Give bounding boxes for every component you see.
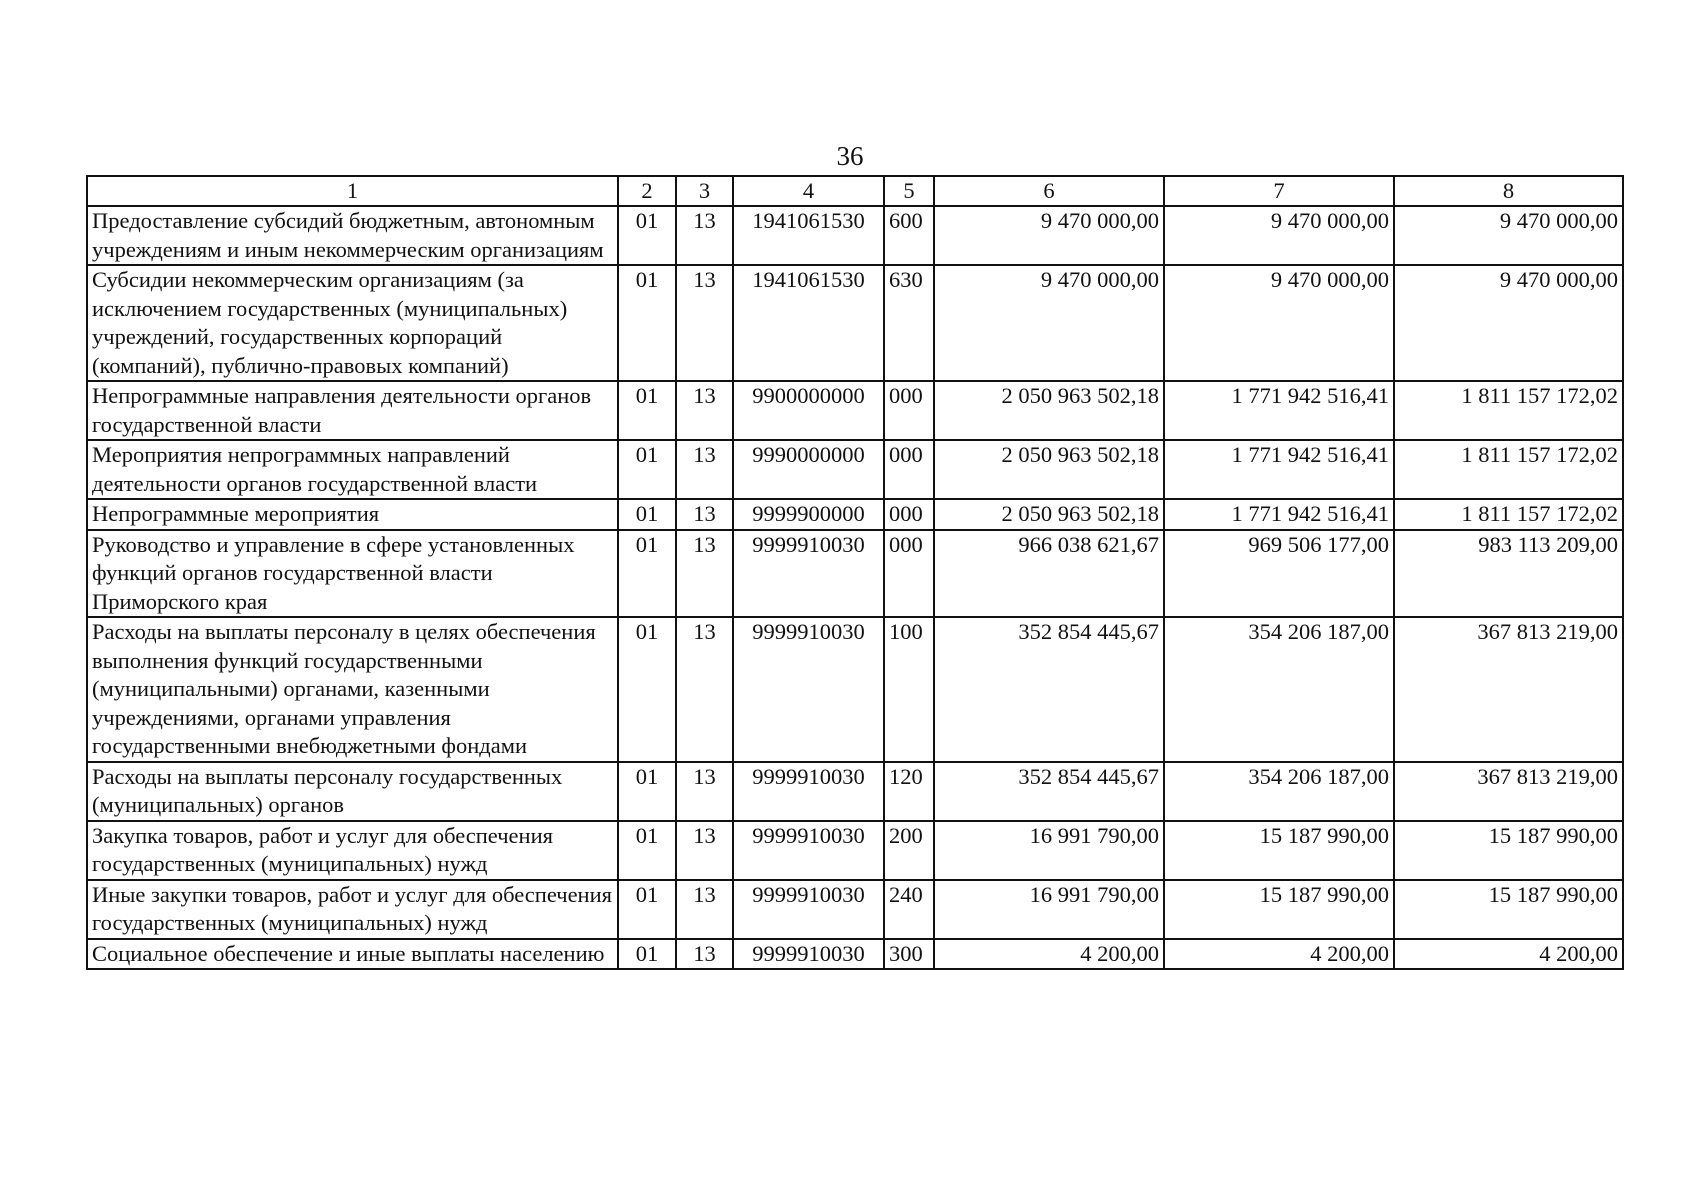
table-header (87, 176, 1623, 206)
table-body (87, 206, 1623, 969)
target-article-code: 9999910030 (733, 880, 884, 939)
section-code: 01 (618, 381, 676, 440)
amount-col-6: 16 991 790,00 (934, 880, 1164, 939)
amount-col-7: 15 187 990,00 (1164, 821, 1394, 880)
column-header-2: 2 (618, 176, 676, 206)
amount-col-6: 966 038 621,67 (934, 530, 1164, 618)
amount-col-8: 983 113 209,00 (1394, 530, 1623, 618)
target-article-code: 9999910030 (733, 939, 884, 970)
column-header-4: 4 (733, 176, 884, 206)
subsection-code: 13 (676, 206, 733, 265)
amount-col-8: 9 470 000,00 (1394, 206, 1623, 265)
target-article-code: 1941061530 (733, 206, 884, 265)
amount-col-7: 354 206 187,00 (1164, 762, 1394, 821)
amount-col-7: 354 206 187,00 (1164, 617, 1394, 762)
amount-col-8: 15 187 990,00 (1394, 821, 1623, 880)
subsection-code: 13 (676, 265, 733, 381)
table-row (87, 530, 1623, 618)
subsection-code: 13 (676, 617, 733, 762)
table-row (87, 821, 1623, 880)
page-number: 36 (836, 141, 864, 171)
target-article-code: 9999910030 (733, 617, 884, 762)
section-code: 01 (618, 530, 676, 618)
subsection-code: 13 (676, 880, 733, 939)
table-row (87, 265, 1623, 381)
section-code: 01 (618, 499, 676, 530)
column-header-5: 5 (884, 176, 934, 206)
column-header-7: 7 (1164, 176, 1394, 206)
section-code: 01 (618, 206, 676, 265)
expense-type-code: 600 (884, 206, 934, 265)
target-article-code: 9999910030 (733, 530, 884, 618)
section-code: 01 (618, 762, 676, 821)
table-row (87, 617, 1623, 762)
amount-col-8: 9 470 000,00 (1394, 265, 1623, 381)
table-row (87, 499, 1623, 530)
section-code: 01 (618, 939, 676, 970)
column-header-8: 8 (1394, 176, 1623, 206)
amount-col-6: 352 854 445,67 (934, 762, 1164, 821)
expense-type-code: 300 (884, 939, 934, 970)
table-row (87, 762, 1623, 821)
amount-col-6: 352 854 445,67 (934, 617, 1164, 762)
target-article-code: 9999910030 (733, 762, 884, 821)
amount-col-6: 2 050 963 502,18 (934, 381, 1164, 440)
section-code: 01 (618, 617, 676, 762)
amount-col-6: 9 470 000,00 (934, 206, 1164, 265)
amount-col-8: 15 187 990,00 (1394, 880, 1623, 939)
table-row (87, 381, 1623, 440)
amount-col-7: 9 470 000,00 (1164, 206, 1394, 265)
target-article-code: 9990000000 (733, 440, 884, 499)
expense-name: Расходы на выплаты персоналу в целях обеспечения выполнения функций государственными (муниципальными) органами, казенными учреждениями, органами управления государственными внебюджетными фондами (87, 617, 618, 762)
header-row (87, 176, 1623, 206)
amount-col-6: 9 470 000,00 (934, 265, 1164, 381)
expense-name: Расходы на выплаты персоналу государственных (муниципальных) органов (87, 762, 618, 821)
table-row (87, 880, 1623, 939)
table-row (87, 939, 1623, 970)
amount-col-6: 2 050 963 502,18 (934, 499, 1164, 530)
expense-name: Социальное обеспечение и иные выплаты населению (87, 939, 618, 970)
expense-type-code: 000 (884, 381, 934, 440)
expense-type-code: 200 (884, 821, 934, 880)
section-code: 01 (618, 265, 676, 381)
amount-col-8: 4 200,00 (1394, 939, 1623, 970)
table-row (87, 206, 1623, 265)
amount-col-8: 1 811 157 172,02 (1394, 440, 1623, 499)
target-article-code: 9999900000 (733, 499, 884, 530)
expense-name: Предоставление субсидий бюджетным, автономным учреждениям и иным некоммерческим организациям (87, 206, 618, 265)
section-code: 01 (618, 880, 676, 939)
amount-col-6: 16 991 790,00 (934, 821, 1164, 880)
amount-col-6: 2 050 963 502,18 (934, 440, 1164, 499)
column-header-3: 3 (676, 176, 733, 206)
expense-name: Руководство и управление в сфере установленных функций органов государственной власти Приморского края (87, 530, 618, 618)
subsection-code: 13 (676, 821, 733, 880)
expense-name: Закупка товаров, работ и услуг для обеспечения государственных (муниципальных) нужд (87, 821, 618, 880)
expense-type-code: 240 (884, 880, 934, 939)
target-article-code: 9900000000 (733, 381, 884, 440)
expense-type-code: 120 (884, 762, 934, 821)
amount-col-7: 4 200,00 (1164, 939, 1394, 970)
subsection-code: 13 (676, 762, 733, 821)
expense-type-code: 000 (884, 499, 934, 530)
amount-col-7: 969 506 177,00 (1164, 530, 1394, 618)
expense-type-code: 000 (884, 440, 934, 499)
amount-col-7: 1 771 942 516,41 (1164, 499, 1394, 530)
budget-table (86, 175, 1624, 970)
amount-col-8: 1 811 157 172,02 (1394, 381, 1623, 440)
amount-col-8: 1 811 157 172,02 (1394, 499, 1623, 530)
target-article-code: 1941061530 (733, 265, 884, 381)
expense-name: Иные закупки товаров, работ и услуг для обеспечения государственных (муниципальных) нужд (87, 880, 618, 939)
expense-type-code: 630 (884, 265, 934, 381)
amount-col-8: 367 813 219,00 (1394, 617, 1623, 762)
table-row (87, 440, 1623, 499)
expense-type-code: 000 (884, 530, 934, 618)
subsection-code: 13 (676, 381, 733, 440)
column-header-1: 1 (87, 176, 618, 206)
amount-col-7: 1 771 942 516,41 (1164, 440, 1394, 499)
section-code: 01 (618, 440, 676, 499)
target-article-code: 9999910030 (733, 821, 884, 880)
amount-col-7: 15 187 990,00 (1164, 880, 1394, 939)
subsection-code: 13 (676, 530, 733, 618)
amount-col-7: 1 771 942 516,41 (1164, 381, 1394, 440)
column-header-6: 6 (934, 176, 1164, 206)
subsection-code: 13 (676, 440, 733, 499)
expense-name: Непрограммные направления деятельности органов государственной власти (87, 381, 618, 440)
expense-name: Непрограммные мероприятия (87, 499, 618, 530)
subsection-code: 13 (676, 939, 733, 970)
expense-name: Мероприятия непрограммных направлений деятельности органов государственной власти (87, 440, 618, 499)
amount-col-8: 367 813 219,00 (1394, 762, 1623, 821)
subsection-code: 13 (676, 499, 733, 530)
amount-col-6: 4 200,00 (934, 939, 1164, 970)
section-code: 01 (618, 821, 676, 880)
expense-name: Субсидии некоммерческим организациям (за исключением государственных (муниципальных) учреждений, государственных корпораций (компаний), публично-правовых компаний) (87, 265, 618, 381)
expense-type-code: 100 (884, 617, 934, 762)
amount-col-7: 9 470 000,00 (1164, 265, 1394, 381)
